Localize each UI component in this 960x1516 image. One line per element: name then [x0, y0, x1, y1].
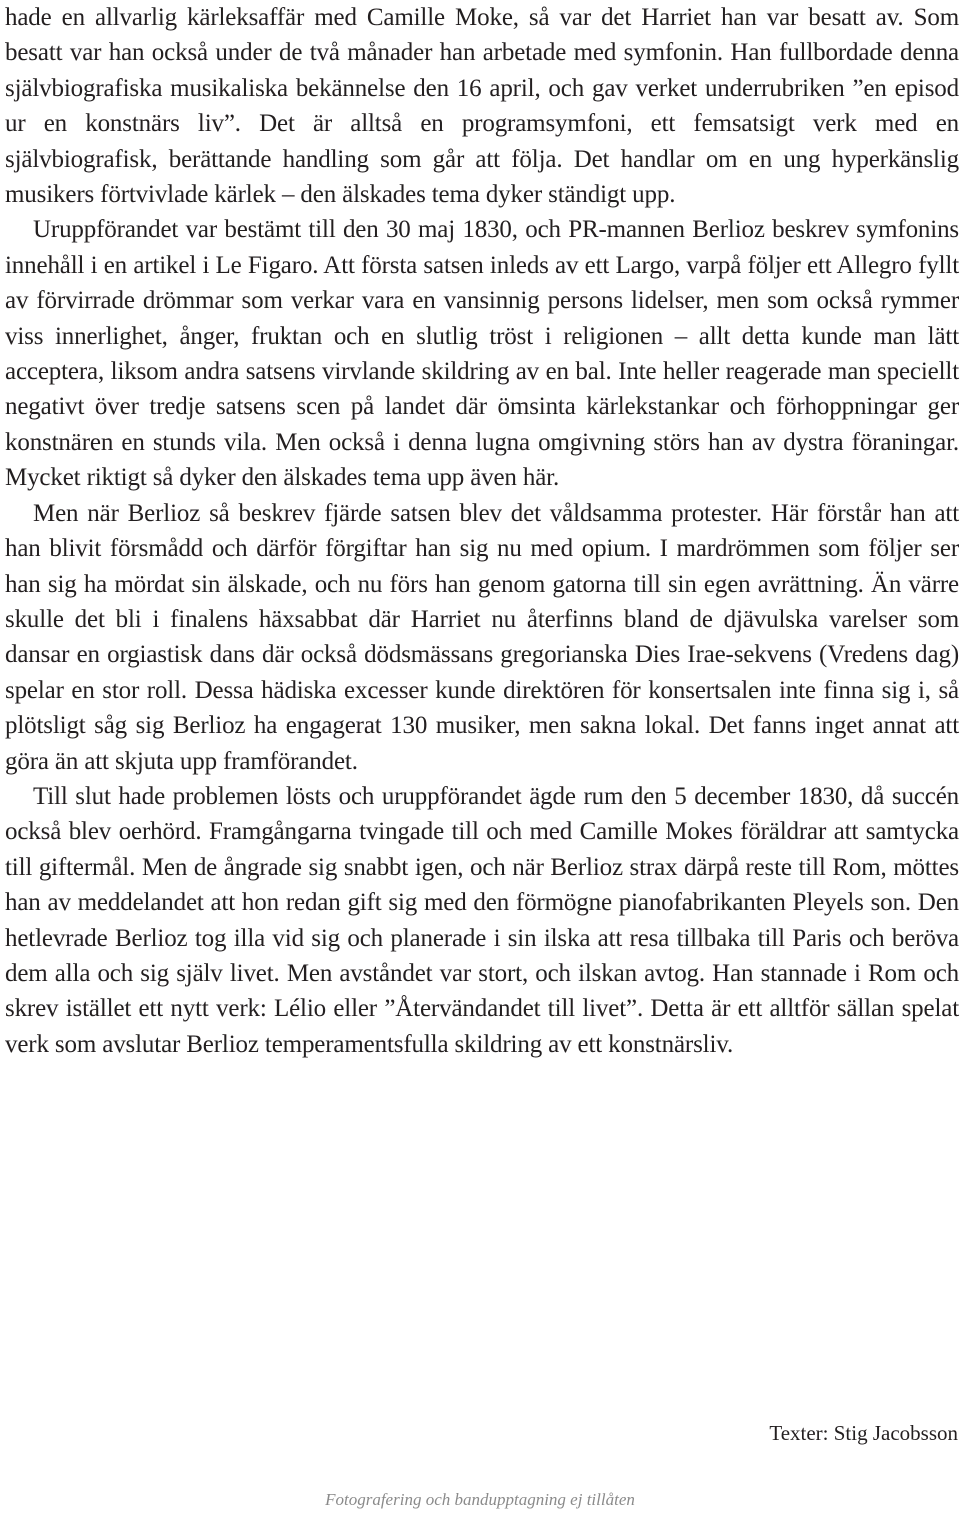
article-paragraph-4: Till slut hade problemen lösts och uruppförandet ägde rum den 5 december 1830, då succén också blev oerhörd. Framgångarna tvingade till och med Camille Mokes föräldrar att samtycka till giftermål. Men de ångrade sig snabbt igen, och när Berlioz strax därpå reste till Rom, möttes han av meddelandet att hon redan gift sig med den förmögne pianofabrikanten Pleyels son. Den hetlevrade Berlioz tog illa vid sig och planerade i sin ilska att resa tillbaka till Paris och beröva dem alla och sig själv livet. Men avståndet var stort, och ilskan avtog. Han stannade i Rom och skrev istället ett nytt verk: Lélio eller ”Återvändandet till livet”. Detta är ett alltför sällan spelat verk som avslutar Berlioz temperamentsfulla skildring av ett konstnärsliv. — [5, 782, 959, 1058]
author-credit: Texter: Stig Jacobsson — [769, 1421, 958, 1445]
article-paragraph-1: hade en allvarlig kärleksaffär med Camille Moke, så var det Harriet han var besatt av. Som besatt var han också under de två månader han arbetade med symfonin. Han fullbordade denna självbiografiska musikaliska bekännelse den 16 april, och gav verket underrubriken ”en episod ur en konstnärs liv”. Det är alltså en programsymfoni, ett femsatsigt verk med en självbiografisk, berättande handling som går att följa. Det handlar om en ung hyperkänslig musikers förtvivlade kärlek – den älskades tema dyker ständigt upp. — [5, 4, 959, 209]
article-paragraph-3: Men när Berlioz så beskrev fjärde satsen blev det våldsamma protester. Här förstår han att han blivit försmådd och därför förgiftar han sig nu med opium. I mardrömmen som följer ser han sig ha mördat sin älskade, och nu förs han genom gatorna till sin egen avrättning. Än värre skulle det bli i finalens häxsabbat där Harriet nu återfinns bland de djävulska varelser som dansar en orgiastisk dans där också dödsmässans gregorianska Dies Irae-sekvens (Vredens dag) spelar en stor roll. Dessa hädiska excesser kunde direktören för konsertsalen inte finna sig i, så plötsligt såg sig Berlioz ha engagerat 130 musiker, men sakna lokal. Det fanns inget annat att göra än att skjuta upp framförandet. — [5, 499, 959, 775]
article-body — [5, 0, 959, 1062]
article-paragraph-2: Uruppförandet var bestämt till den 30 maj 1830, och PR-mannen Berlioz beskrev symfonins innehåll i en artikel i Le Figaro. Att första satsen inleds av ett Largo, varpå följer ett Allegro fyllt av förvirrade drömmar som verkar vara en vansinnig persons lidelser, men som också rymmer viss innerlighet, ånger, fruktan och en slutlig tröst i religionen – allt detta kunde man lätt acceptera, liksom andra satsens virvlande skildring av en bal. Inte heller reagerade man speciellt negativt över tredje satsens scen på landet där ömsinta kärlekstankar och förhoppningar ger konstnären en stunds vila. Men också i denna lugna omgivning störs han av dystra föraningar. Mycket riktigt så dyker den älskades tema upp även här. — [5, 216, 959, 492]
footer-notice: Fotografering och bandupptagning ej tillåten — [325, 1490, 635, 1509]
